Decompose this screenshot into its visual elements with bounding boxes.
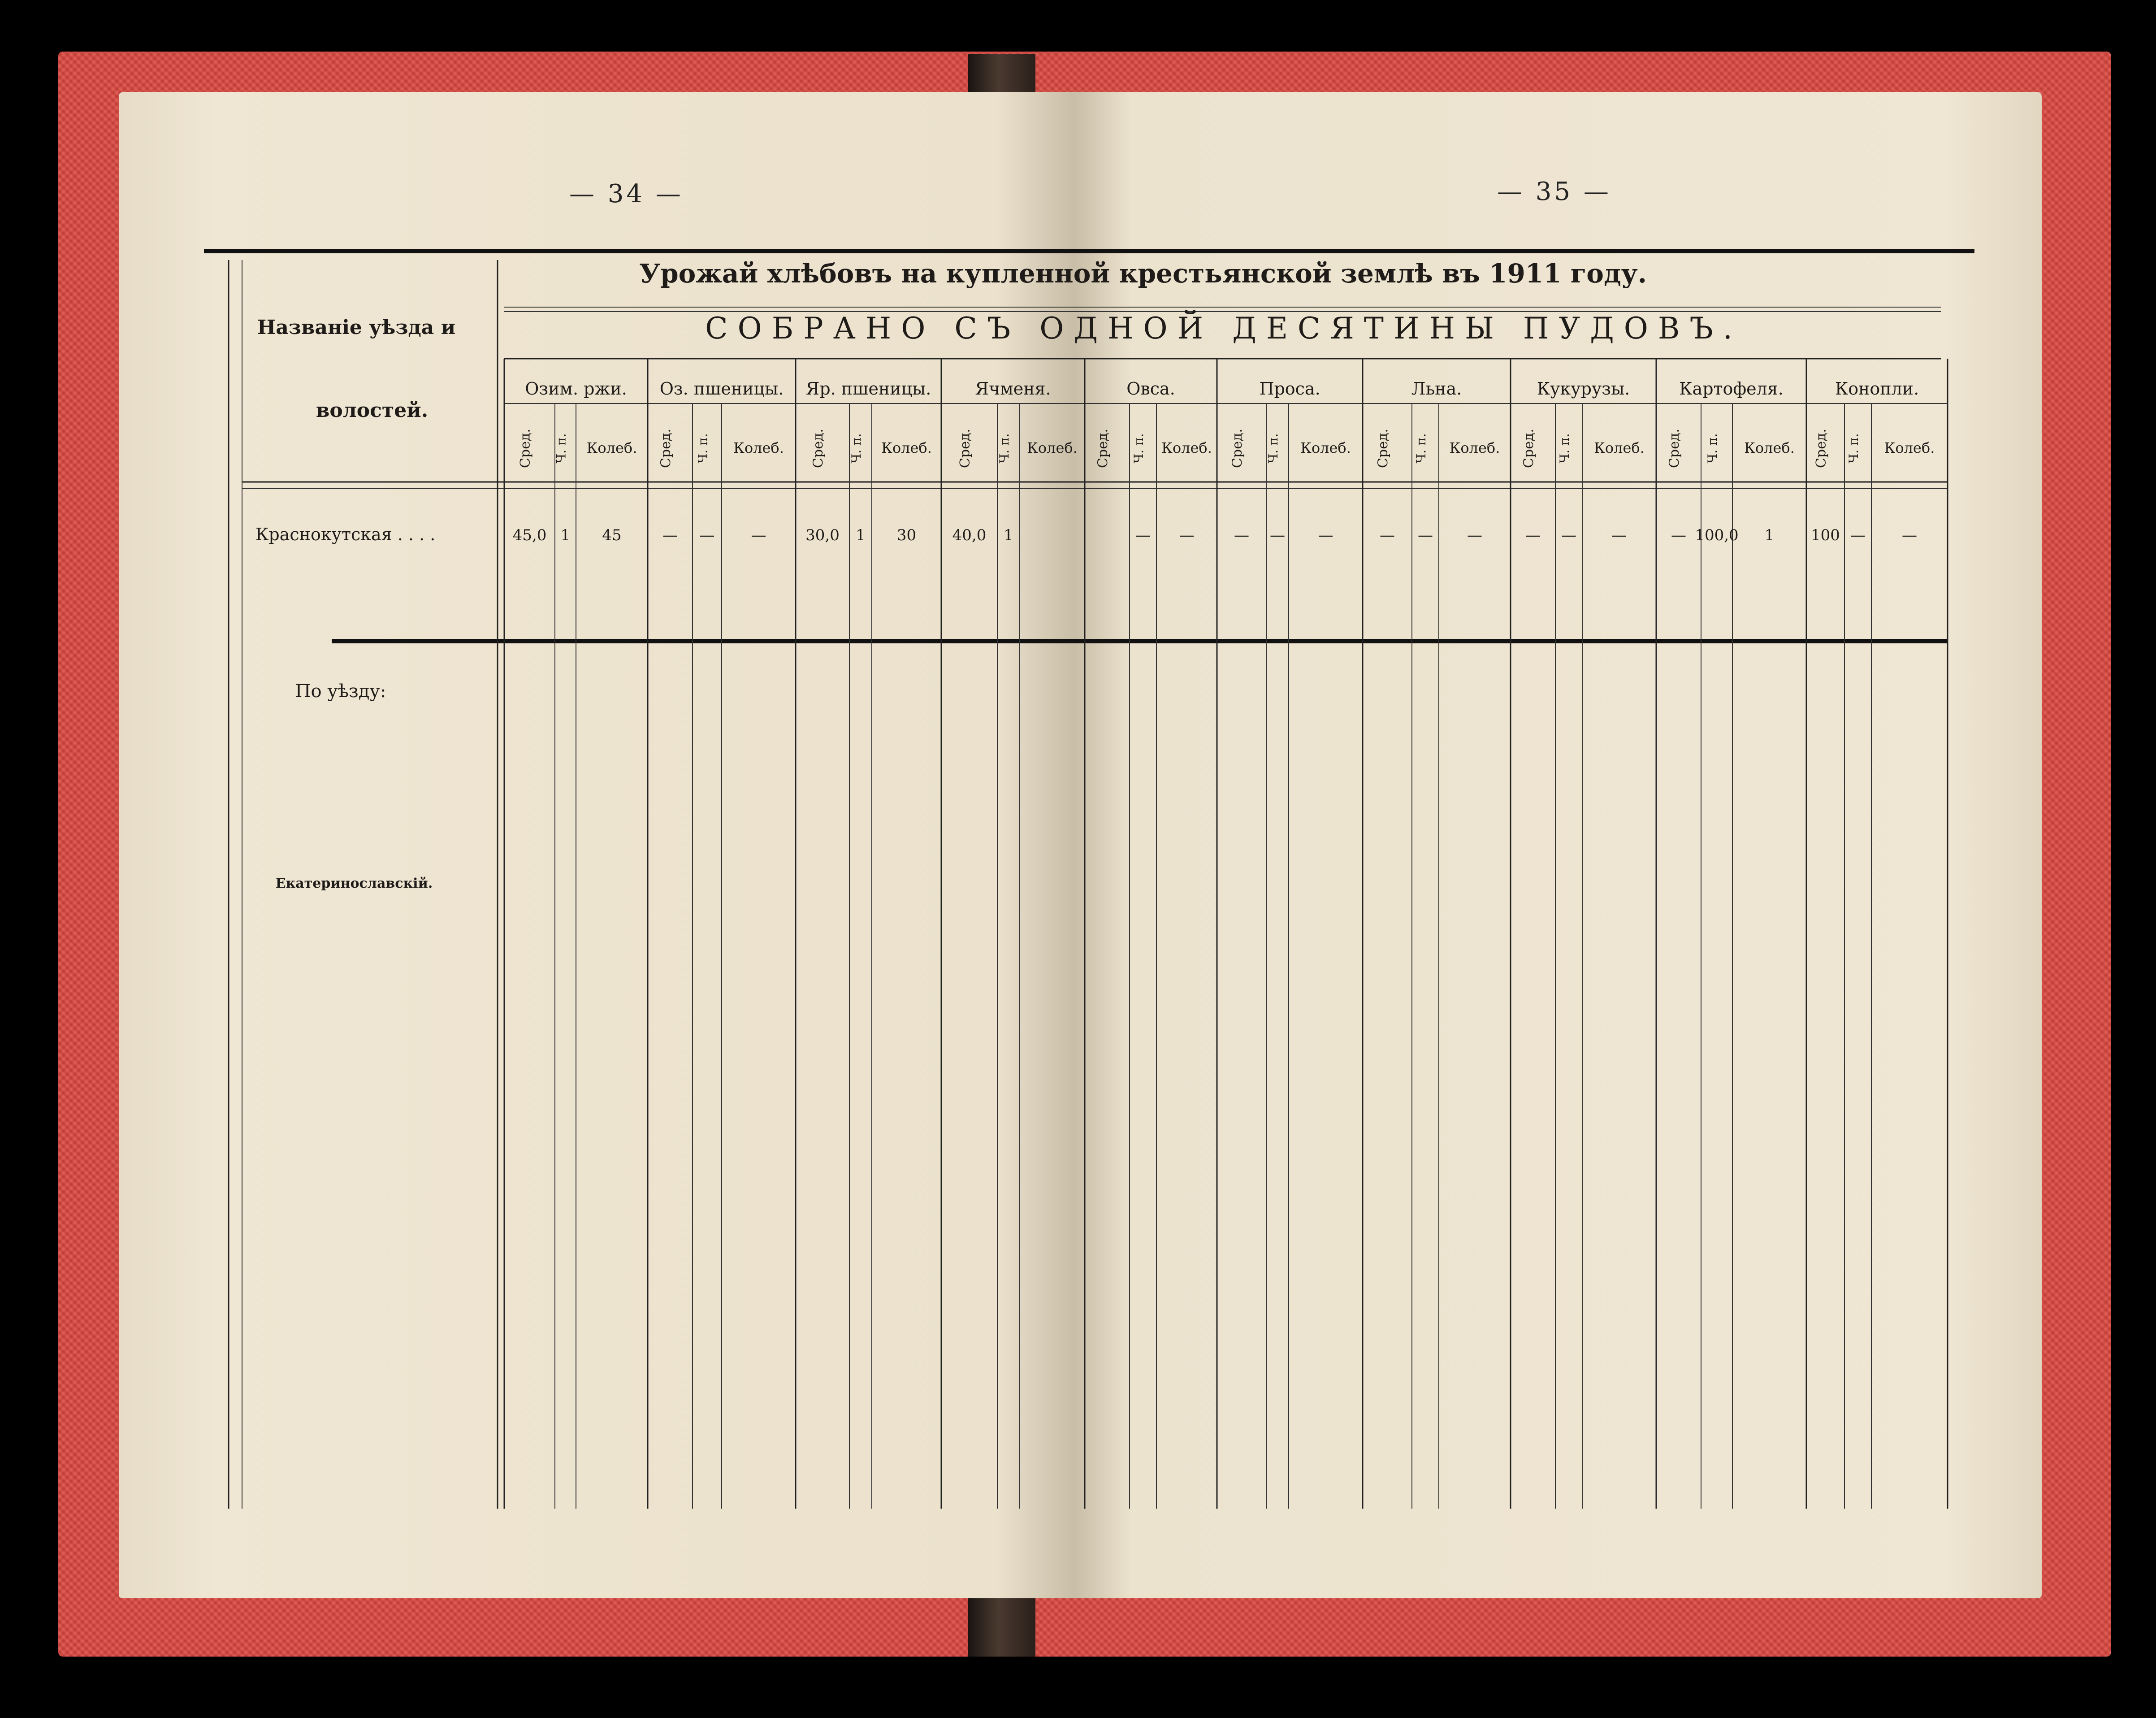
table-cell: 45,0 [512, 526, 547, 544]
crop-header: Ячменя. [975, 379, 1051, 399]
crop-header: Льна. [1411, 379, 1462, 399]
sub-header-count: Ч. п. [554, 433, 569, 464]
sub-header-avg: Сред. [1375, 429, 1391, 468]
crop-header: Оз. пшеницы. [659, 379, 784, 399]
table-cell: — [1380, 526, 1395, 544]
sub-header-range: Колеб. [1884, 439, 1935, 456]
crop-header: Овса. [1126, 379, 1175, 399]
crop-header: Конопли. [1835, 379, 1919, 399]
left-page-number: — 34 — [569, 179, 684, 208]
table-subtitle: СОБРАНО СЪ ОДНОЙ ДЕСЯТИНЫ ПУДОВЪ. [705, 311, 1742, 346]
table-cell: — [1418, 526, 1433, 544]
table-title: Урожай хлѣбовъ на купленной крестьянской землѣ въ 1911 году. [639, 258, 1647, 289]
sub-header-range: Колеб. [881, 439, 932, 456]
sub-header-count: Ч. п. [849, 433, 864, 464]
sub-header-avg: Сред. [658, 429, 674, 468]
table-cell: — [1525, 526, 1541, 544]
table-cell: 100 [1811, 526, 1840, 544]
table-cell: — [1179, 526, 1195, 544]
sub-header-count: Ч. п. [1705, 433, 1720, 464]
sub-header-range: Колеб. [1744, 439, 1795, 456]
sub-header-count: Ч. п. [1557, 433, 1572, 464]
crop-header: Яр. пшеницы. [805, 379, 931, 399]
table-cell: — [699, 526, 715, 544]
table-cell: 40,0 [952, 526, 987, 544]
section-district: Екатеринославскій. [275, 876, 433, 891]
table-cell: 100,0 [1695, 526, 1739, 544]
table-cell: — [1467, 526, 1482, 544]
sub-header-count: Ч. п. [1846, 433, 1861, 464]
table-cell: 30,0 [805, 526, 840, 544]
table-cell: — [1611, 526, 1627, 544]
sub-header-count: Ч. п. [1266, 433, 1281, 464]
sub-header-range: Колеб. [1594, 439, 1645, 456]
sub-header-range: Колеб. [586, 439, 637, 456]
sub-header-range: Колеб. [733, 439, 784, 456]
sub-header-range: Колеб. [1300, 439, 1351, 456]
crop-header: Картофеля. [1679, 379, 1784, 399]
table-cell: — [751, 526, 766, 544]
table-cell: — [1135, 526, 1151, 544]
sub-header-count: Ч. п. [695, 433, 710, 464]
crop-header: Озим. ржи. [525, 379, 627, 399]
table-cell: — [1850, 526, 1866, 544]
sub-header-count: Ч. п. [997, 433, 1012, 464]
crop-header: Проса. [1259, 379, 1320, 399]
table-cell: — [662, 526, 678, 544]
name-header-line1: Названіе уѣзда и [257, 316, 456, 339]
sub-header-avg: Сред. [517, 429, 533, 468]
crop-header: Кукурузы. [1537, 379, 1630, 399]
sub-header-avg: Сред. [957, 429, 973, 468]
name-header-line2: волостей. [316, 399, 429, 422]
sub-header-count: Ч. п. [1414, 433, 1429, 464]
table-cell: — [1318, 526, 1333, 544]
table-cell: 1 [1764, 526, 1775, 544]
sub-header-range: Колеб. [1161, 439, 1212, 456]
table-cell: — [1234, 526, 1249, 544]
table-cell: — [1671, 526, 1686, 544]
sub-header-avg: Сред. [1230, 429, 1245, 468]
sub-header-avg: Сред. [1667, 429, 1682, 468]
sub-header-avg: Сред. [810, 429, 826, 468]
table-cell: 1 [560, 526, 571, 544]
sub-header-avg: Сред. [1095, 429, 1111, 468]
section-uezd-label: По уѣзду: [295, 681, 386, 702]
table-cell: — [1561, 526, 1576, 544]
right-page-number: — 35 — [1497, 177, 1611, 206]
table-cell: — [1902, 526, 1917, 544]
table-cell: 45 [602, 526, 622, 544]
sub-header-avg: Сред. [1813, 429, 1829, 468]
sub-header-count: Ч. п. [1131, 433, 1146, 464]
sub-header-range: Колеб. [1027, 439, 1078, 456]
table-cell: — [1270, 526, 1285, 544]
table-cell: 1 [1004, 526, 1013, 544]
table-cell: 30 [896, 526, 917, 544]
table-cell: 1 [856, 526, 866, 544]
row-label: Краснокутская . . . . [255, 525, 436, 544]
sub-header-range: Колеб. [1449, 439, 1500, 456]
sub-header-avg: Сред. [1521, 429, 1537, 468]
